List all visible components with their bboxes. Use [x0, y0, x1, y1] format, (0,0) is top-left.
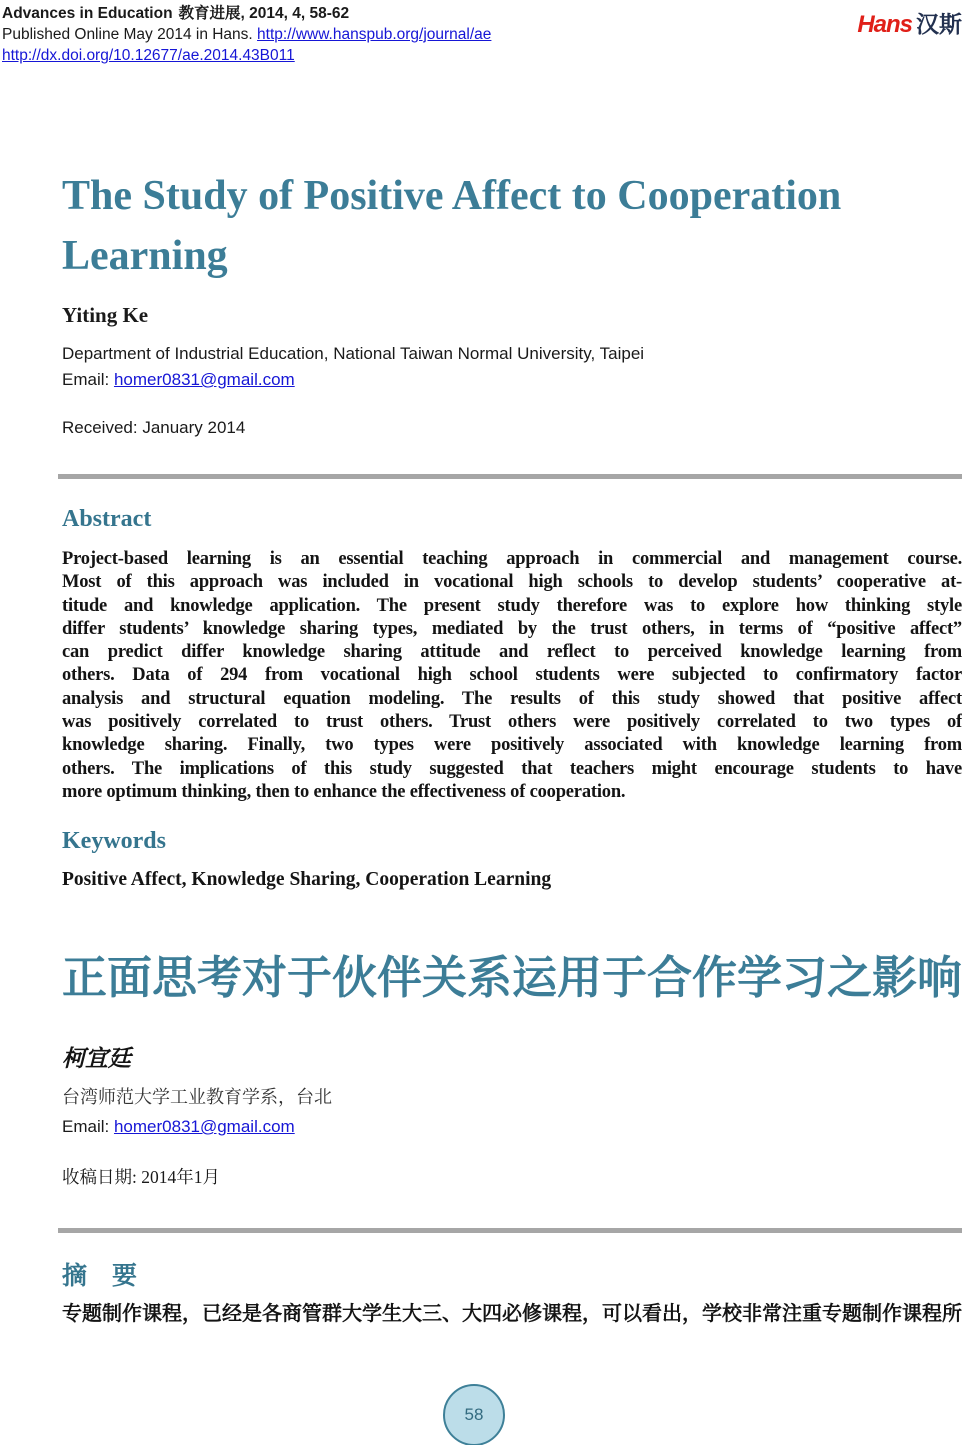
- abstract-line: more optimum thinking, then to enhance the effectiveness of cooperation.: [62, 781, 626, 802]
- abstract-heading: Abstract: [62, 506, 152, 532]
- doi-line: [2, 45, 491, 66]
- author-name-chinese: 柯宜廷: [62, 1046, 131, 1071]
- received-date-english: Received: January 2014: [62, 418, 246, 437]
- paper-title-english: The Study of Positive Affect to Cooperation Learning: [62, 173, 842, 279]
- hans-publisher-logo: [857, 6, 962, 39]
- abstract-line: analysis and structural equation modeling. The results of this study showed that positive affect: [62, 688, 962, 709]
- abstract-line: others. The implications of this study suggested that teachers might encourage students to have: [62, 758, 962, 779]
- section-divider-top: [58, 474, 962, 479]
- abstract-line: others. Data of 294 from vocational high school students were subjected to confirmatory factor: [62, 665, 962, 686]
- abstract-text: [62, 548, 962, 804]
- email-line-english: [62, 369, 295, 391]
- published-online-line: [2, 24, 491, 45]
- logo-hans-text: Hans: [857, 11, 912, 38]
- journal-url-link[interactable]: http://www.hanspub.org/journal/ae: [257, 26, 492, 43]
- keywords-list: Positive Affect, Knowledge Sharing, Cooperation Learning: [62, 869, 552, 890]
- author-email-link[interactable]: homer0831@gmail.com: [113, 1117, 295, 1136]
- abstract-line: can predict differ knowledge sharing attitude and reflect to perceived knowledge learning from: [62, 642, 962, 663]
- abstract-line: was positively correlated to trust others. Trust others were positively correlated to two types of: [62, 712, 962, 733]
- email-label: Email:: [62, 1117, 114, 1136]
- received-date-chinese: 收稿日期: 2014年1月: [62, 1167, 220, 1187]
- journal-header: [2, 3, 491, 66]
- logo-hanzi-text: 汉斯: [916, 11, 962, 37]
- email-label: Email:: [62, 370, 114, 389]
- affiliation-chinese: 台湾师范大学工业教育学系，台北: [62, 1087, 332, 1107]
- author-email-link[interactable]: homer0831@gmail.com: [113, 370, 295, 389]
- abstract-heading-chinese: 摘 要: [62, 1262, 138, 1290]
- abstract-line: differ students’ knowledge sharing types, mediated by the trust others, in terms of “positive affect”: [62, 618, 962, 639]
- page-number-badge: [443, 1384, 505, 1445]
- journal-issue-info: 教育进展, 2014, 4, 58-62: [178, 5, 350, 22]
- keywords-heading: Keywords: [62, 828, 166, 854]
- section-divider-bottom: [58, 1228, 962, 1233]
- paper-title-chinese: 正面思考对于伙伴关系运用于合作学习之影响: [62, 952, 963, 1003]
- abstract-line: titude and knowledge application. The present study therefore was to explore how thinking style: [62, 595, 962, 616]
- abstract-line: knowledge sharing. Finally, two types were positively associated with knowledge learning from: [62, 735, 962, 756]
- published-prefix: Published Online May 2014 in Hans.: [2, 26, 258, 43]
- abstract-line: Project-based learning is an essential teaching approach in commercial and management course.: [62, 549, 962, 569]
- affiliation-english: Department of Industrial Education, National Taiwan Normal University, Taipei: [62, 344, 645, 363]
- author-name-english: Yiting Ke: [62, 303, 149, 327]
- journal-citation-line: [2, 3, 491, 24]
- abstract-text-chinese: 专题制作课程，已经是各商管群大学生大三、大四必修课程，可以看出，学校非常注重专题制作课程所: [62, 1303, 962, 1325]
- journal-name: Advances in Education: [2, 5, 173, 22]
- page-number: 58: [464, 1405, 484, 1424]
- abstract-line: Most of this approach was included in vocational high schools to develop students’ cooperative at-: [62, 572, 962, 593]
- doi-url-link[interactable]: http://dx.doi.org/10.12677/ae.2014.43B011: [2, 47, 295, 64]
- email-line-chinese: [62, 1116, 295, 1138]
